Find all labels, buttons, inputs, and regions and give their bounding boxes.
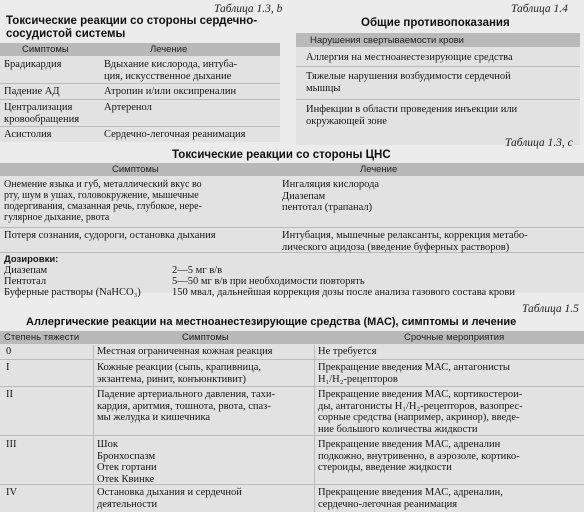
table-row [296, 48, 580, 67]
degree-cell: IV [6, 487, 18, 498]
degree-cell: I [6, 362, 10, 373]
dosages-title: Дозировки: [4, 254, 59, 265]
table-row [0, 436, 584, 485]
symptom-cell: Местная ограниченная кожная реакция [97, 346, 273, 357]
table-1-4-title: Общие противопоказания [361, 17, 510, 29]
measures-cell: Прекращение введения МАС, кортикостерои- ды, антагонисты H₁/H₂-рецепторов, вазопрес- сорные средства (например, акринор), введе- ние большого количества жидкости [318, 389, 523, 435]
treatment-cell: Сердечно-легочная реанимация [104, 129, 246, 140]
table-1-5-header [0, 331, 584, 344]
table-1-3b-title [6, 15, 257, 41]
table-1-4-number: Таблица 1.4 [511, 3, 568, 15]
table-1-3b-header [0, 43, 280, 56]
symptom-cell: Падение АД [4, 86, 60, 97]
symptom-cell: Централизация кровообращения [4, 102, 80, 125]
table-1-5-number: Таблица 1.5 [522, 303, 579, 315]
treatment-cell: Атропин и/или оксипреналин [104, 86, 237, 97]
table-row [0, 100, 280, 127]
col-symptoms: Симптомы [112, 164, 159, 175]
table-1-3c-number: Таблица 1.3, c [505, 137, 573, 149]
contraindication-cell: Аллергия на местноанестезирующие средства [306, 52, 513, 63]
dose-value: 5—50 мг в/в при необходимости повторять [172, 276, 365, 287]
measures-cell: Прекращение введения МАС, адреналин, сердечно-легочная реанимация [318, 487, 503, 510]
dosages-block [0, 253, 584, 298]
symptom-cell: Кожные реакции (сыпь, крапивница, экзантема, ринит, конъюнктивит) [97, 362, 262, 385]
table-row [0, 177, 584, 228]
contraindication-cell: Инфекции в области проведения инъекции или окружающей зоне [306, 104, 518, 127]
symptom-cell: Остановка дыхания и сердечной деятельности [97, 487, 242, 510]
degree-cell: III [6, 439, 17, 450]
col-measures: Срочные мероприятия [404, 332, 505, 343]
treatment-cell: Ингаляция кислорода Диазепам пентотал (трапанал) [282, 179, 380, 213]
col-treatment: Лечение [360, 164, 398, 175]
table-row [0, 127, 280, 142]
dose-value: 2—5 мг в/в [172, 265, 223, 276]
table-1-3b-number: Таблица 1.3, b [214, 3, 283, 15]
symptom-cell: Онемение языка и губ, металлический вкус во рту, шум в ушах, головокружение, мышечные подергивания, смазанная речь, глубокое, нере- гулярное дыхание, рвота [4, 179, 202, 223]
col-symptoms: Симптомы [22, 44, 69, 55]
symptom-cell: Падение артериального давления, тахи- кардия, аритмия, тошнота, рвота, спаз- мы желудка и кишечника [97, 389, 276, 423]
col-degree: Степень тяжести [4, 332, 80, 343]
treatment-cell: Артеренол [104, 102, 152, 113]
contraindication-cell: Тяжелые нарушения возбудимости сердечной мышцы [306, 71, 511, 94]
table-1-3c [0, 163, 584, 298]
table-row [296, 67, 580, 100]
table-1-5 [0, 331, 584, 512]
table-row [0, 57, 280, 84]
table-row [0, 345, 584, 360]
table-row [296, 100, 580, 130]
treatment-cell: Интубация, мышечные релаксанты, коррекция метабо- лического ацидоза (введение буферных растворов) [282, 230, 528, 253]
dose-name: Пентотал [4, 276, 47, 287]
measures-cell: Прекращение введения МАС, адреналин подкожно, внутривенно, в аэрозоле, кортико- стероиды, введение жидкости [318, 439, 520, 473]
symptom-cell: Асистолия [4, 129, 52, 140]
table-row [0, 84, 280, 100]
dose-name: Диазепам [4, 265, 48, 276]
treatment-cell: Вдыхание кислорода, интуба- ция, искусственное дыхание [104, 59, 238, 82]
symptom-cell: Потеря сознания, судороги, остановка дыхания [4, 230, 216, 241]
col-symptoms: Симптомы [182, 332, 229, 343]
table-1-5-title: Аллергические реакции на местноанестезирующие средства (МАС), симптомы и лечение [26, 316, 517, 328]
table-1-3b-title-line2: сосудистой системы [6, 28, 126, 40]
table-row [0, 360, 584, 387]
table-1-3c-header [0, 163, 584, 176]
table-row [0, 387, 584, 436]
symptom-cell: Брадикардия [4, 59, 62, 70]
col-treatment: Лечение [150, 44, 188, 55]
col-bleeding-disorders: Нарушения свертываемости крови [310, 35, 464, 46]
table-1-3c-title: Токсические реакции со стороны ЦНС [172, 149, 391, 161]
dose-value: 150 мвал, дальнейшая коррекция дозы после анализа газового состава крови [172, 287, 515, 298]
measures-cell: Прекращение введения МАС, антагонисты H₁/H₂-рецепторов [318, 362, 510, 385]
symptom-cell: Шок Бронхоспазм Отек гортани Отек Квинке [97, 439, 157, 485]
table-1-3b-title-line1: Токсические реакции со стороны сердечно- [6, 15, 258, 27]
table-1-4-header [296, 33, 580, 47]
measures-cell: Не требуется [318, 346, 377, 357]
table-1-3b [0, 43, 280, 142]
table-1-4 [296, 33, 580, 145]
degree-cell: 0 [6, 346, 12, 357]
table-row [0, 228, 584, 253]
table-row [0, 485, 584, 512]
degree-cell: II [6, 389, 13, 400]
dose-name: Буферные растворы (NaHCO₃) [4, 287, 141, 298]
